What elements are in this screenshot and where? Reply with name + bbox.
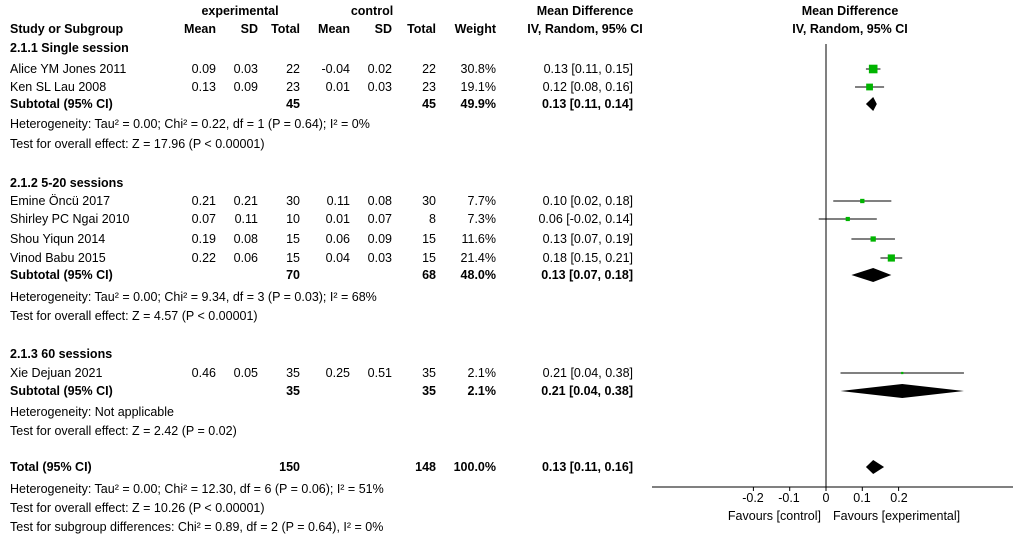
pooled-diamond bbox=[866, 97, 877, 111]
c-mean: 0.04 bbox=[325, 251, 350, 265]
control-header: control bbox=[350, 4, 394, 18]
experimental-header: experimental bbox=[201, 4, 279, 18]
md-ci: 0.13 [0.07, 0.19] bbox=[542, 232, 633, 246]
e-mean: 0.46 bbox=[191, 366, 216, 380]
subtotal-label: Subtotal (95% CI) bbox=[10, 268, 113, 282]
study-name: Alice YM Jones 2011 bbox=[10, 62, 127, 76]
study-name: Shou Yiqun 2014 bbox=[10, 232, 106, 246]
favours-control-label: Favours [control] bbox=[727, 509, 821, 523]
weight: 7.3% bbox=[467, 212, 496, 226]
c-sd: 0.02 bbox=[367, 62, 392, 76]
subtotal-weight: 2.1% bbox=[467, 384, 496, 398]
plot-method-header: IV, Random, 95% CI bbox=[792, 22, 908, 36]
plot-title-header: Mean Difference bbox=[801, 4, 899, 18]
e-sd: 0.08 bbox=[233, 232, 258, 246]
md-title-header: Mean Difference bbox=[536, 4, 634, 18]
e-mean: 0.21 bbox=[191, 194, 216, 208]
e-sd: 0.06 bbox=[233, 251, 258, 265]
e-sd: 0.11 bbox=[234, 212, 258, 226]
c-total: 35 bbox=[422, 366, 436, 380]
e-total: 35 bbox=[286, 366, 300, 380]
md-method-header: IV, Random, 95% CI bbox=[527, 22, 643, 36]
total-weight: 100.0% bbox=[453, 460, 496, 474]
e-total: 10 bbox=[286, 212, 300, 226]
favours-experimental-label: Favours [experimental] bbox=[833, 509, 961, 523]
study-name: Shirley PC Ngai 2010 bbox=[10, 212, 130, 226]
weight: 11.6% bbox=[461, 232, 496, 246]
c-total: 8 bbox=[429, 212, 436, 226]
study-name: Ken SL Lau 2008 bbox=[10, 80, 107, 94]
subtotal-weight: 49.9% bbox=[460, 97, 496, 111]
effect-square bbox=[860, 199, 864, 203]
overall-effect-text: Test for overall effect: Z = 4.57 (P < 0.00001) bbox=[10, 309, 258, 323]
subtotal-e-total: 45 bbox=[286, 97, 300, 111]
study-name: Xie Dejuan 2021 bbox=[10, 366, 103, 380]
weight: 7.7% bbox=[467, 194, 496, 208]
subtotal-label: Subtotal (95% CI) bbox=[10, 384, 113, 398]
c-total-header: Total bbox=[407, 22, 436, 36]
subtotal-c-total: 45 bbox=[422, 97, 436, 111]
effect-square bbox=[871, 236, 876, 241]
c-mean: 0.25 bbox=[325, 366, 350, 380]
e-sd: 0.05 bbox=[233, 366, 258, 380]
md-ci: 0.18 [0.15, 0.21] bbox=[542, 251, 633, 265]
c-total: 23 bbox=[422, 80, 436, 94]
md-ci: 0.06 [-0.02, 0.14] bbox=[538, 212, 633, 226]
c-mean: -0.04 bbox=[321, 62, 350, 76]
md-ci: 0.13 [0.11, 0.15] bbox=[543, 62, 633, 76]
c-mean-header: Mean bbox=[318, 22, 350, 36]
study-name: Vinod Babu 2015 bbox=[10, 251, 106, 265]
c-total: 15 bbox=[422, 251, 436, 265]
e-mean: 0.07 bbox=[191, 212, 216, 226]
pooled-diamond bbox=[866, 460, 884, 474]
effect-square bbox=[869, 65, 878, 74]
group-title: 2.1.3 60 sessions bbox=[10, 347, 113, 361]
c-sd-header: SD bbox=[374, 22, 392, 36]
c-sd: 0.03 bbox=[367, 80, 392, 94]
subgroup-differences-text: Test for subgroup differences: Chi² = 0.89, df = 2 (P = 0.64), I² = 0% bbox=[10, 520, 384, 534]
c-mean: 0.06 bbox=[325, 232, 350, 246]
axis-tick-label: 0.1 bbox=[853, 491, 871, 505]
group-title: 2.1.1 Single session bbox=[10, 41, 129, 55]
subtotal-ci: 0.13 [0.07, 0.18] bbox=[541, 268, 633, 282]
total-c-total: 148 bbox=[415, 460, 436, 474]
e-sd-header: SD bbox=[240, 22, 258, 36]
heterogeneity-text: Heterogeneity: Tau² = 0.00; Chi² = 0.22, df = 1 (P = 0.64); I² = 0% bbox=[10, 117, 370, 131]
effect-square bbox=[888, 254, 895, 261]
pooled-diamond bbox=[841, 384, 964, 398]
subtotal-e-total: 35 bbox=[286, 384, 300, 398]
total-overall-effect-text: Test for overall effect: Z = 10.26 (P < 0.00001) bbox=[10, 501, 265, 515]
c-mean: 0.11 bbox=[326, 194, 350, 208]
axis-tick-label: 0.2 bbox=[890, 491, 908, 505]
study-name: Emine Öncü 2017 bbox=[10, 194, 111, 208]
e-mean-header: Mean bbox=[184, 22, 216, 36]
c-sd: 0.03 bbox=[367, 251, 392, 265]
weight-header: Weight bbox=[454, 22, 496, 36]
total-e-total: 150 bbox=[279, 460, 300, 474]
e-sd: 0.03 bbox=[233, 62, 258, 76]
e-total: 15 bbox=[286, 251, 300, 265]
c-total: 15 bbox=[422, 232, 436, 246]
c-mean: 0.01 bbox=[325, 80, 350, 94]
axis-tick-label: 0 bbox=[822, 491, 830, 505]
e-mean: 0.19 bbox=[191, 232, 216, 246]
c-sd: 0.07 bbox=[367, 212, 392, 226]
md-ci: 0.12 [0.08, 0.16] bbox=[542, 80, 633, 94]
effect-square bbox=[846, 217, 850, 221]
overall-effect-text: Test for overall effect: Z = 2.42 (P = 0.02) bbox=[10, 424, 237, 438]
total-ci: 0.13 [0.11, 0.16] bbox=[541, 460, 633, 474]
md-ci: 0.21 [0.04, 0.38] bbox=[542, 366, 633, 380]
group-title: 2.1.2 5-20 sessions bbox=[10, 176, 124, 190]
axis-tick-label: -0.2 bbox=[742, 491, 764, 505]
subtotal-label: Subtotal (95% CI) bbox=[10, 97, 113, 111]
heterogeneity-text: Heterogeneity: Tau² = 0.00; Chi² = 9.34, df = 3 (P = 0.03); I² = 68% bbox=[10, 290, 377, 304]
overall-effect-text: Test for overall effect: Z = 17.96 (P < 0.00001) bbox=[10, 137, 265, 151]
e-total: 22 bbox=[286, 62, 300, 76]
c-mean: 0.01 bbox=[325, 212, 350, 226]
pooled-diamond bbox=[851, 268, 891, 282]
c-total: 22 bbox=[422, 62, 436, 76]
c-sd: 0.08 bbox=[367, 194, 392, 208]
e-sd: 0.09 bbox=[233, 80, 258, 94]
weight: 21.4% bbox=[460, 251, 496, 265]
md-ci: 0.10 [0.02, 0.18] bbox=[542, 194, 633, 208]
e-total: 30 bbox=[286, 194, 300, 208]
heterogeneity-text: Heterogeneity: Not applicable bbox=[10, 405, 174, 419]
e-mean: 0.13 bbox=[191, 80, 216, 94]
subtotal-c-total: 68 bbox=[422, 268, 436, 282]
subtotal-ci: 0.13 [0.11, 0.14] bbox=[541, 97, 633, 111]
subtotal-e-total: 70 bbox=[286, 268, 300, 282]
c-total: 30 bbox=[422, 194, 436, 208]
c-sd: 0.51 bbox=[367, 366, 392, 380]
e-mean: 0.22 bbox=[191, 251, 216, 265]
subtotal-ci: 0.21 [0.04, 0.38] bbox=[541, 384, 633, 398]
subtotal-weight: 48.0% bbox=[460, 268, 496, 282]
axis-tick-label: -0.1 bbox=[778, 491, 800, 505]
effect-square bbox=[901, 372, 903, 374]
weight: 30.8% bbox=[460, 62, 496, 76]
subtotal-c-total: 35 bbox=[422, 384, 436, 398]
e-total-header: Total bbox=[271, 22, 300, 36]
total-label: Total (95% CI) bbox=[10, 460, 92, 474]
weight: 19.1% bbox=[460, 80, 496, 94]
c-sd: 0.09 bbox=[367, 232, 392, 246]
weight: 2.1% bbox=[467, 366, 496, 380]
e-mean: 0.09 bbox=[191, 62, 216, 76]
effect-square bbox=[866, 84, 873, 91]
e-total: 23 bbox=[286, 80, 300, 94]
study-header: Study or Subgroup bbox=[10, 22, 124, 36]
total-heterogeneity-text: Heterogeneity: Tau² = 0.00; Chi² = 12.30, df = 6 (P = 0.06); I² = 51% bbox=[10, 482, 384, 496]
e-sd: 0.21 bbox=[233, 194, 258, 208]
e-total: 15 bbox=[286, 232, 300, 246]
